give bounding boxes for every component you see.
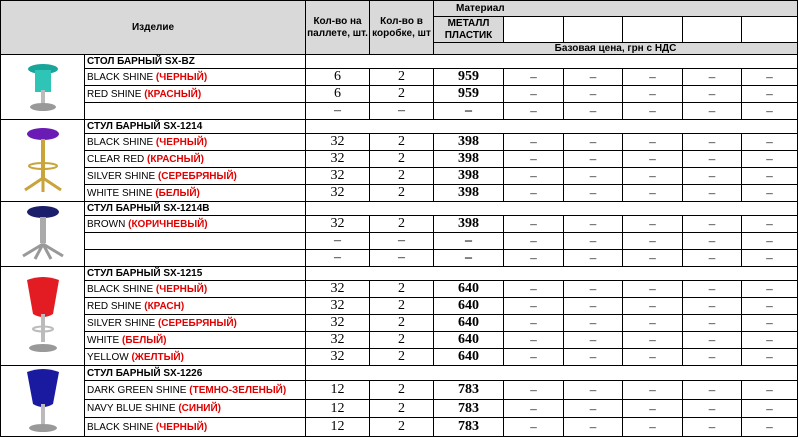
title-filler	[306, 120, 798, 134]
pallet-qty: 32	[306, 332, 370, 349]
material-cell: –	[683, 349, 742, 366]
material-cell: –	[623, 151, 683, 168]
material-cell: –	[683, 233, 742, 250]
variant-cell	[85, 216, 306, 233]
variant-cell	[85, 349, 306, 366]
variant-color: (КРАСНЫЙ)	[144, 88, 202, 100]
material-cell: –	[623, 233, 683, 250]
box-qty: 2	[370, 168, 434, 185]
header-empty	[623, 17, 683, 43]
material-cell: –	[683, 69, 742, 86]
material-cell: –	[504, 103, 564, 120]
box-qty: 2	[370, 418, 434, 437]
material-cell: –	[683, 151, 742, 168]
pallet-qty: 32	[306, 216, 370, 233]
variant-color: (ЧЕРНЫЙ)	[155, 136, 208, 148]
variant-name: WHITE	[87, 334, 122, 346]
box-qty: 2	[370, 185, 434, 202]
pallet-qty: 12	[306, 418, 370, 437]
material-cell: –	[742, 298, 798, 315]
material-cell: –	[742, 134, 798, 151]
table-row	[1, 349, 798, 366]
material-cell: –	[742, 86, 798, 103]
variant-name: BLACK SHINE	[87, 71, 156, 83]
material-cell: –	[623, 399, 683, 418]
variant-cell	[85, 418, 306, 437]
material-cell: –	[504, 69, 564, 86]
price: 783	[434, 418, 504, 437]
base-price-label: Базовая цена, грн с НДС	[434, 43, 798, 55]
product-title: СТОЛ БАРНЫЙ SX-BZ	[85, 55, 306, 69]
variant-name: BLACK SHINE	[87, 421, 156, 433]
material-cell: –	[504, 86, 564, 103]
box-qty: 2	[370, 381, 434, 400]
material-cell: –	[564, 349, 623, 366]
table-row	[1, 103, 798, 120]
material-cell: –	[564, 185, 623, 202]
material-cell: –	[683, 185, 742, 202]
pallet-qty: 32	[306, 349, 370, 366]
material-cell: –	[623, 86, 683, 103]
price: 640	[434, 349, 504, 366]
variant-name: CLEAR RED	[87, 153, 148, 165]
material-cell: –	[564, 281, 623, 298]
box-qty: 2	[370, 69, 434, 86]
variant-color: (ЧЕРНЫЙ)	[155, 283, 208, 295]
material-cell: –	[742, 399, 798, 418]
product-title: СТУЛ БАРНЫЙ SX-1214B	[85, 202, 306, 216]
product-image	[1, 202, 85, 267]
material-cell: –	[623, 185, 683, 202]
material-cell: –	[564, 103, 623, 120]
material-cell: –	[623, 250, 683, 267]
product-image	[1, 120, 85, 202]
material-cell: –	[504, 134, 564, 151]
variant-color: (СИНИЙ)	[178, 403, 221, 415]
material-cell: –	[742, 332, 798, 349]
header-product: Изделие	[1, 1, 306, 55]
header-pallet-qty: Кол-во на паллете, шт.	[306, 1, 370, 55]
product-title: СТУЛ БАРНЫЙ SX-1214	[85, 120, 306, 134]
header-empty	[683, 17, 742, 43]
material-cell: –	[564, 69, 623, 86]
price: 783	[434, 381, 504, 400]
variant-color: (ЧЕРНЫЙ)	[155, 71, 208, 83]
table-row	[1, 399, 798, 418]
material-cell: –	[623, 69, 683, 86]
material-cell: –	[623, 103, 683, 120]
variant-cell	[85, 103, 306, 120]
material-cell: –	[683, 216, 742, 233]
price: 398	[434, 216, 504, 233]
material-cell: –	[683, 298, 742, 315]
pallet-qty: –	[306, 103, 370, 120]
material-cell: –	[623, 168, 683, 185]
material-cell: –	[623, 418, 683, 437]
variant-name: BROWN	[87, 218, 129, 230]
box-qty: 2	[370, 349, 434, 366]
price: –	[434, 250, 504, 267]
pallet-qty: 6	[306, 86, 370, 103]
variant-cell	[85, 151, 306, 168]
price: 640	[434, 281, 504, 298]
material-cell: –	[623, 315, 683, 332]
material-cell: –	[564, 381, 623, 400]
product-title: СТУЛ БАРНЫЙ SX-1226	[85, 366, 306, 381]
material-cell: –	[683, 103, 742, 120]
material-cell: –	[683, 315, 742, 332]
material-cell: –	[742, 69, 798, 86]
material-cell: –	[564, 86, 623, 103]
variant-name: RED SHINE	[87, 88, 145, 100]
variant-color: (КОРИЧНЕВЫЙ)	[128, 218, 208, 230]
title-filler	[306, 55, 798, 69]
product-image	[1, 366, 85, 437]
header-empty	[742, 17, 798, 43]
box-qty: 2	[370, 281, 434, 298]
header-box-qty: Кол-во в коробке, шт	[370, 1, 434, 55]
box-qty: –	[370, 103, 434, 120]
material-cell: –	[683, 332, 742, 349]
pallet-qty: 32	[306, 168, 370, 185]
variant-color: (КРАСНЫЙ)	[147, 153, 204, 165]
price: 640	[434, 315, 504, 332]
table-body	[1, 55, 798, 437]
material-cell: –	[504, 281, 564, 298]
variant-cell	[85, 281, 306, 298]
pallet-qty: 12	[306, 381, 370, 400]
group-title-row	[1, 55, 798, 69]
material-cell: –	[683, 250, 742, 267]
price: 640	[434, 298, 504, 315]
material-cell: –	[504, 250, 564, 267]
material-cell: –	[683, 418, 742, 437]
variant-color: (КРАСН)	[144, 300, 185, 312]
pallet-qty: 32	[306, 315, 370, 332]
pallet-qty: –	[306, 250, 370, 267]
product-title: СТУЛ БАРНЫЙ SX-1215	[85, 267, 306, 281]
variant-name: BLACK SHINE	[87, 283, 156, 295]
product-image	[1, 267, 85, 366]
material-cell: –	[504, 332, 564, 349]
pallet-qty: 6	[306, 69, 370, 86]
material-cell: –	[623, 281, 683, 298]
box-qty: 2	[370, 216, 434, 233]
box-qty: 2	[370, 151, 434, 168]
table-row	[1, 168, 798, 185]
material-cell: –	[742, 381, 798, 400]
title-filler	[306, 366, 798, 381]
variant-color: (ЧЕРНЫЙ)	[155, 421, 208, 433]
group-title-row	[1, 366, 798, 381]
material-cell: –	[504, 399, 564, 418]
price: 398	[434, 134, 504, 151]
material-cell: –	[504, 216, 564, 233]
variant-color: (БЕЛЫЙ)	[122, 334, 167, 346]
table-row	[1, 332, 798, 349]
material-cell: –	[504, 168, 564, 185]
header-empty	[564, 17, 623, 43]
material-cell: –	[564, 233, 623, 250]
material-cell: –	[742, 185, 798, 202]
material-cell: –	[742, 233, 798, 250]
pallet-qty: –	[306, 233, 370, 250]
box-qty: 2	[370, 399, 434, 418]
variant-cell	[85, 250, 306, 267]
material-cell: –	[683, 168, 742, 185]
variant-cell	[85, 86, 306, 103]
material-cell: –	[742, 168, 798, 185]
variant-name: RED SHINE	[87, 300, 145, 312]
material-cell: –	[623, 332, 683, 349]
table-row	[1, 151, 798, 168]
table-row	[1, 281, 798, 298]
material-cell: –	[683, 281, 742, 298]
material-cell: –	[564, 332, 623, 349]
variant-name: WHITE SHINE	[87, 187, 156, 199]
material-cell: –	[623, 381, 683, 400]
group-title-row	[1, 267, 798, 281]
variant-color: (БЕЛЫЙ)	[155, 187, 200, 199]
price: –	[434, 103, 504, 120]
variant-cell	[85, 399, 306, 418]
box-qty: 2	[370, 298, 434, 315]
material-cell: –	[742, 151, 798, 168]
variant-name: NAVY BLUE SHINE	[87, 403, 179, 415]
table-row	[1, 69, 798, 86]
variant-cell	[85, 381, 306, 400]
title-filler	[306, 202, 798, 216]
material-cell: –	[742, 103, 798, 120]
material-cell: –	[504, 298, 564, 315]
material-cell: –	[564, 399, 623, 418]
material-cell: –	[623, 298, 683, 315]
table-row	[1, 86, 798, 103]
header-material: Материал	[434, 1, 798, 17]
material-cell: –	[742, 216, 798, 233]
material-cell: –	[683, 381, 742, 400]
material-cell: –	[564, 168, 623, 185]
price: 398	[434, 168, 504, 185]
price: 959	[434, 69, 504, 86]
table-row	[1, 298, 798, 315]
material-cell: –	[683, 134, 742, 151]
material-cell: –	[564, 418, 623, 437]
material-cell: –	[683, 86, 742, 103]
material-cell: –	[504, 233, 564, 250]
variant-name: SILVER SHINE	[87, 317, 158, 329]
material-cell: –	[564, 216, 623, 233]
variant-color: (ТЕМНО-ЗЕЛЕНЫЙ)	[189, 384, 287, 396]
table-row	[1, 185, 798, 202]
box-qty: –	[370, 250, 434, 267]
variant-cell	[85, 69, 306, 86]
material-cell: –	[504, 315, 564, 332]
material-cell: –	[742, 315, 798, 332]
material-cell: –	[564, 250, 623, 267]
price: 783	[434, 399, 504, 418]
material-cell: –	[504, 418, 564, 437]
variant-cell	[85, 315, 306, 332]
variant-cell	[85, 134, 306, 151]
material-cell: –	[504, 381, 564, 400]
title-filler	[306, 267, 798, 281]
price: –	[434, 233, 504, 250]
box-qty: 2	[370, 86, 434, 103]
variant-cell	[85, 332, 306, 349]
variant-cell	[85, 298, 306, 315]
price: 398	[434, 151, 504, 168]
material-cell: –	[504, 185, 564, 202]
group-title-row	[1, 120, 798, 134]
table-row	[1, 134, 798, 151]
pallet-qty: 32	[306, 134, 370, 151]
table-row	[1, 233, 798, 250]
material-cell: –	[564, 315, 623, 332]
material-cell: –	[742, 418, 798, 437]
pallet-qty: 32	[306, 151, 370, 168]
table-row	[1, 418, 798, 437]
pallet-qty: 12	[306, 399, 370, 418]
material-cell: –	[564, 298, 623, 315]
material-cell: –	[742, 281, 798, 298]
variant-color: (ЖЕЛТЫЙ)	[131, 351, 184, 363]
variant-color: (СЕРЕБРЯНЫЙ)	[157, 317, 237, 329]
box-qty: 2	[370, 332, 434, 349]
price: 398	[434, 185, 504, 202]
header-material-col: МЕТАЛЛ ПЛАСТИК	[434, 17, 504, 43]
table-row	[1, 315, 798, 332]
variant-cell	[85, 185, 306, 202]
material-cell: –	[504, 349, 564, 366]
material-cell: –	[504, 151, 564, 168]
table-row	[1, 216, 798, 233]
variant-color: (СЕРЕБРЯНЫЙ)	[157, 170, 237, 182]
box-qty: 2	[370, 134, 434, 151]
pallet-qty: 32	[306, 185, 370, 202]
variant-name: YELLOW	[87, 351, 132, 363]
material-cell: –	[742, 250, 798, 267]
variant-cell	[85, 233, 306, 250]
table-row	[1, 250, 798, 267]
price: 640	[434, 332, 504, 349]
variant-name: DARK GREEN SHINE	[87, 384, 190, 396]
box-qty: –	[370, 233, 434, 250]
pallet-qty: 32	[306, 281, 370, 298]
variant-name: BLACK SHINE	[87, 136, 156, 148]
material-cell: –	[683, 399, 742, 418]
material-cell: –	[623, 134, 683, 151]
price: 959	[434, 86, 504, 103]
header-empty	[504, 17, 564, 43]
variant-name: SILVER SHINE	[87, 170, 158, 182]
table-row	[1, 381, 798, 400]
material-cell: –	[623, 216, 683, 233]
variant-cell	[85, 168, 306, 185]
material-cell: –	[742, 349, 798, 366]
pallet-qty: 32	[306, 298, 370, 315]
box-qty: 2	[370, 315, 434, 332]
material-cell: –	[623, 349, 683, 366]
product-image	[1, 55, 85, 120]
material-cell: –	[564, 151, 623, 168]
group-title-row	[1, 202, 798, 216]
material-cell: –	[564, 134, 623, 151]
